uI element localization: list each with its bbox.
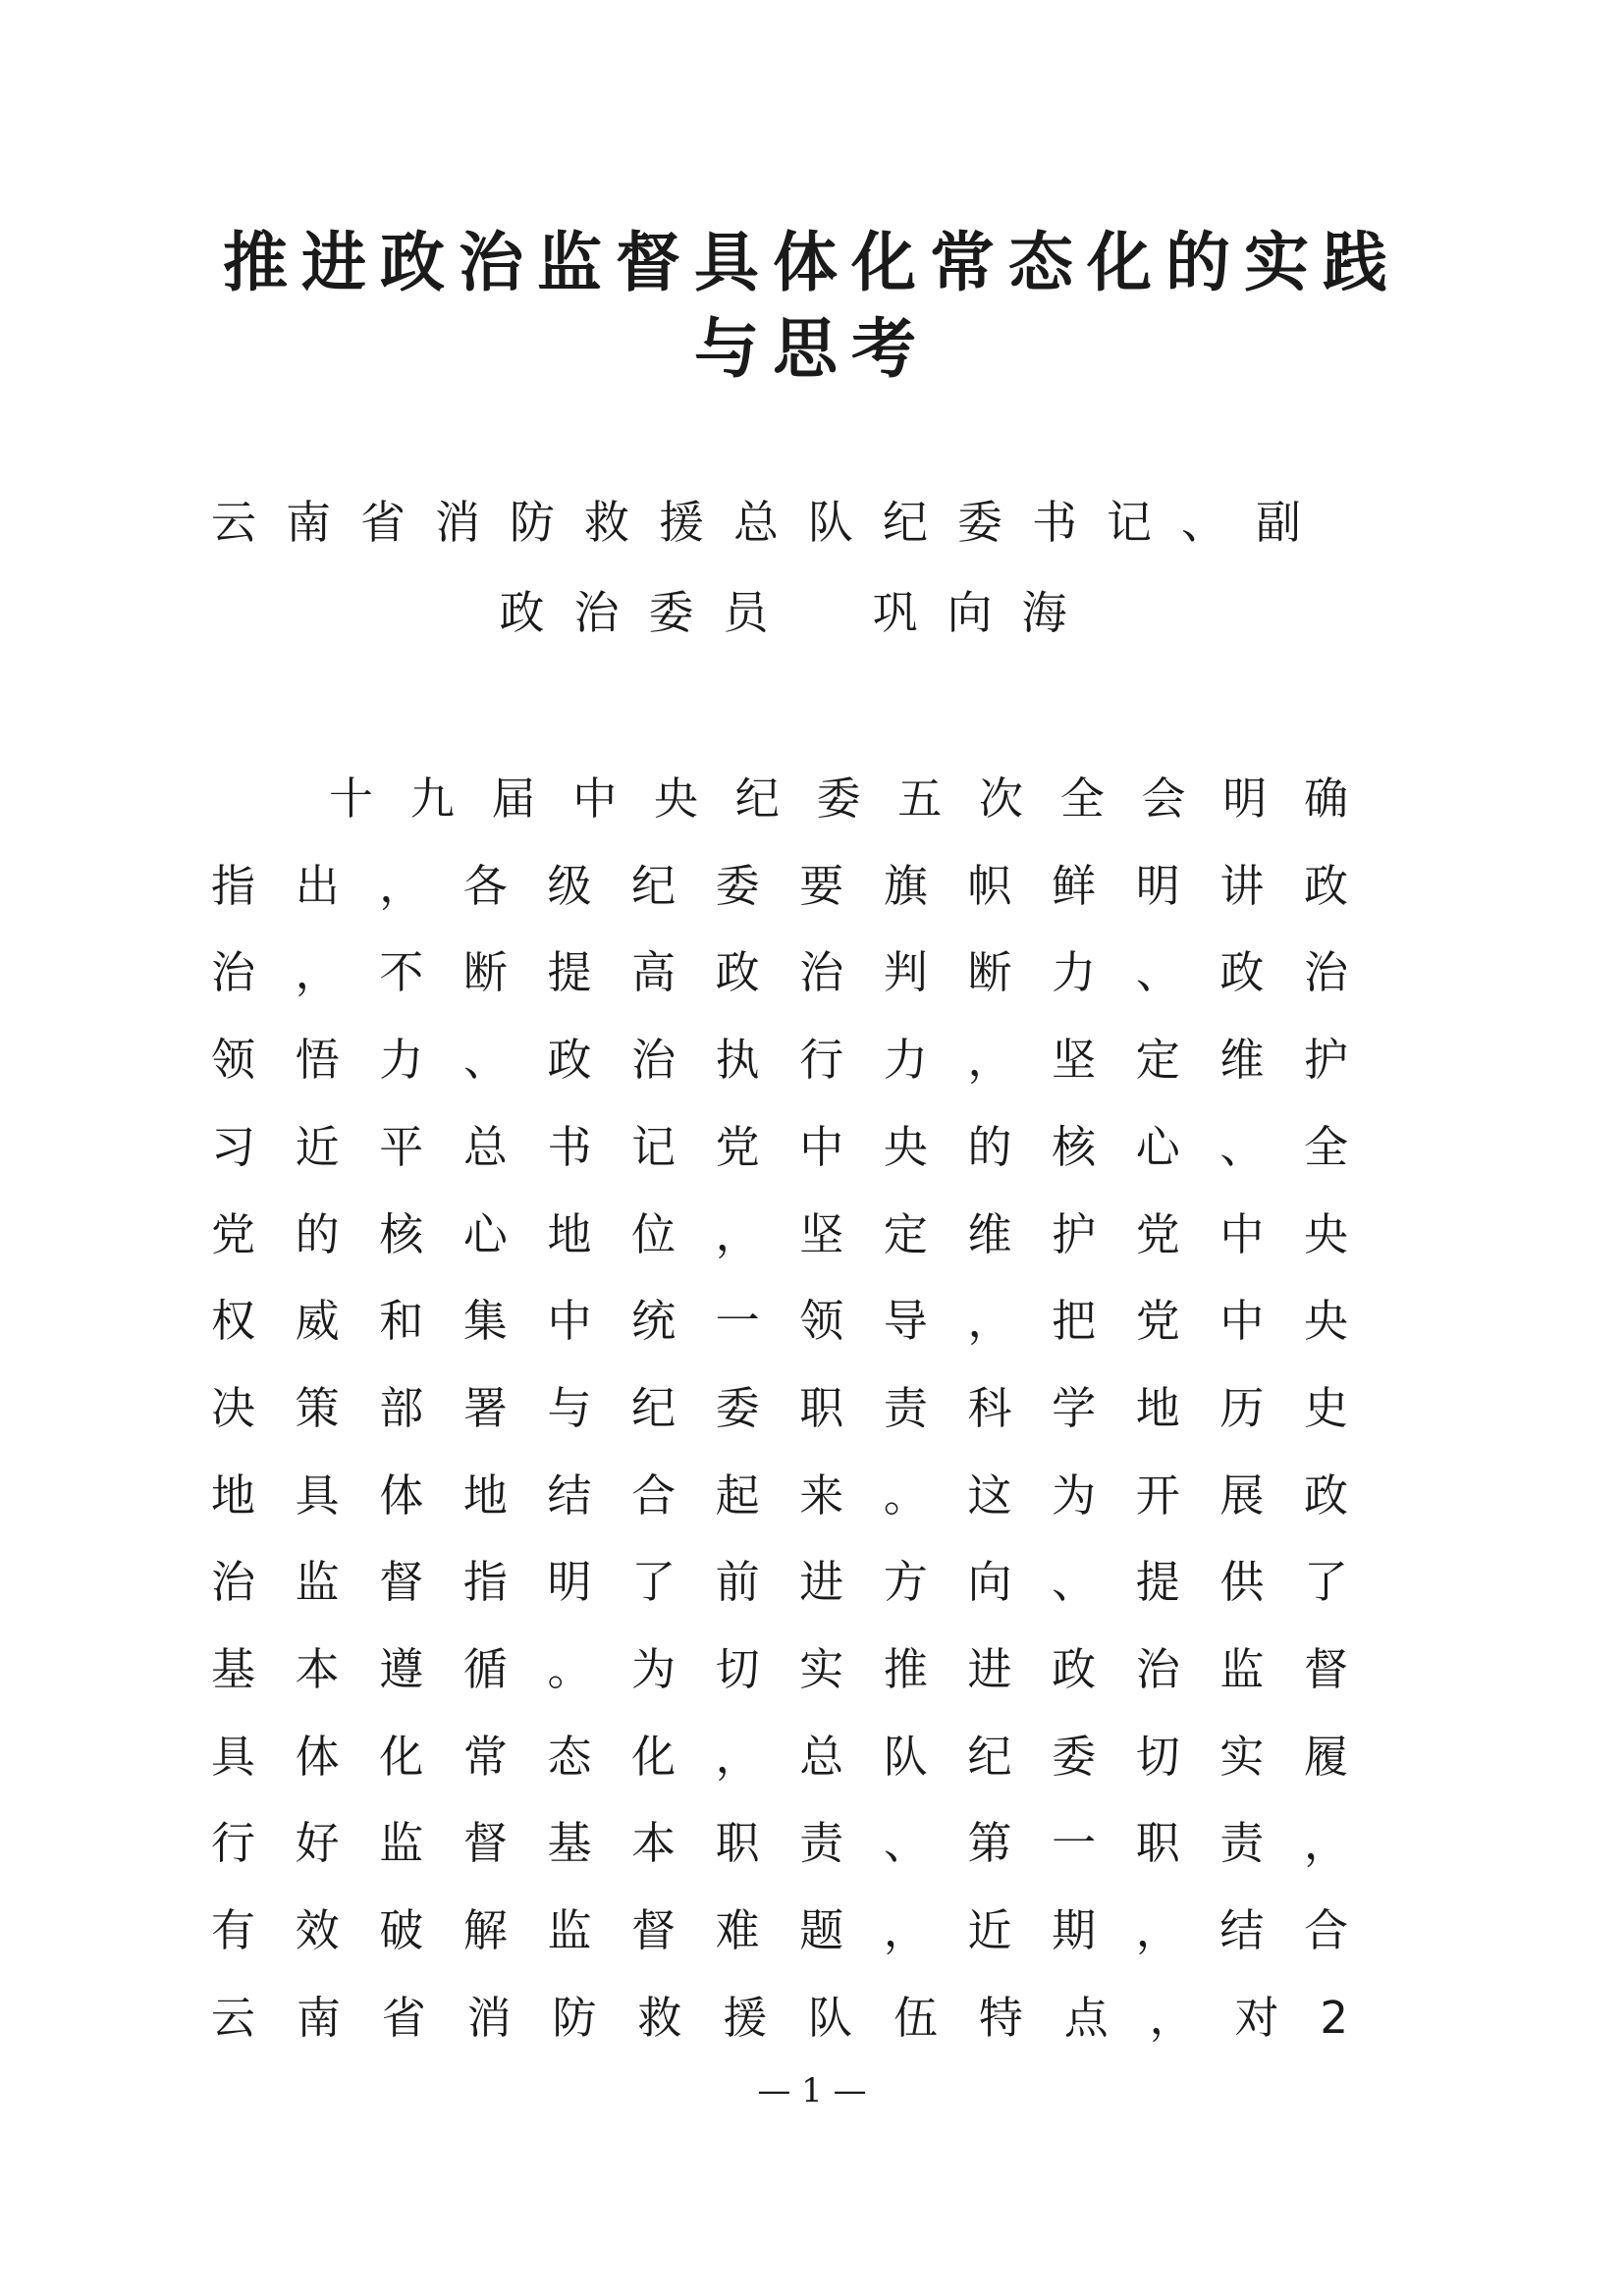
document-title-line-2: 与思考 [694,311,930,387]
page-number: — 1 — [757,2071,867,2110]
author-byline-line-2: 政治委员 巩向海 [499,586,1097,639]
document-title-line-1: 推进政治监督具体化常态化的实践 [223,225,1401,300]
author-byline-line-1: 云南省消防救援总队纪委书记、副 [211,496,1330,549]
body-paragraph: 十九届中央纪委五次全会明确指出，各级纪委要旗帜鲜明讲政治，不断提高政治判断力、政治领悟力、政治执行力，坚定维护习近平总书记党中央的核心、全党的核心地位，坚定维护党中央权威和集中统一领导，把党中央决策部署与纪委职责科学地历史地具体地结合起来。这为开展政治监督指明了前进方向、提供了基本遵循。为切实推进政治监督具体化常态化，总队纪委切实履行好监督基本职责、第一职责，有效破解监督难题，近期，结合云南省消防救援队伍特点，对2 [211,773,1384,2042]
